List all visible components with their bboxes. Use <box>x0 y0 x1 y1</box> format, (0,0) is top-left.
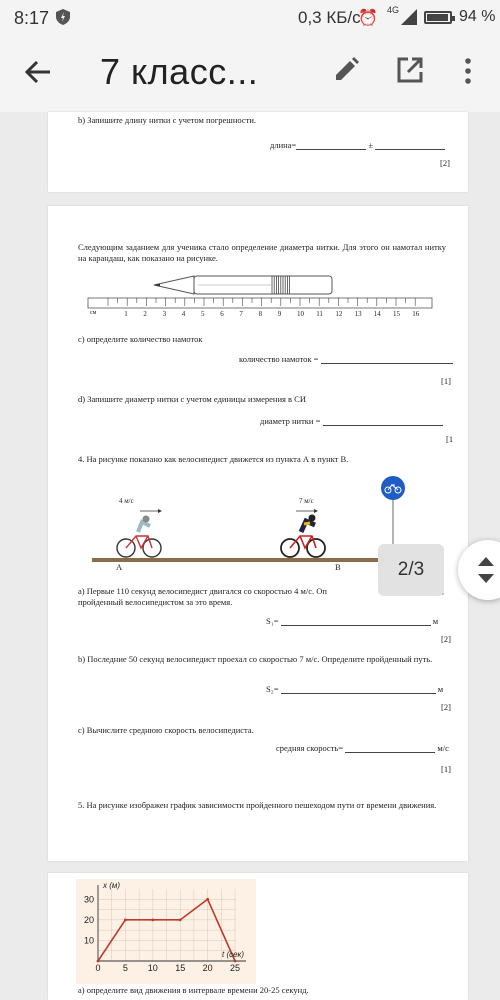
pencil-icon[interactable] <box>332 56 360 84</box>
length-answer-row <box>270 140 445 150</box>
shield-icon <box>56 9 70 25</box>
clock: 8:17 <box>14 8 50 28</box>
battery-percent: 94 % <box>459 8 496 25</box>
network-speed: 0,3 КБ/с <box>298 8 361 27</box>
ruler-tick-label: 3 <box>162 310 167 318</box>
question-b-length: b) Запишите длину нитки с учетом погрешности. <box>78 115 256 125</box>
question-5a: а) определите вид движения в интервале времени 20-25 секунд. <box>78 985 309 995</box>
y-tick-label: 20 <box>83 914 94 925</box>
document-page-2 <box>48 206 468 861</box>
speed-arrow-1 <box>140 509 162 513</box>
s2-blank[interactable] <box>281 693 436 694</box>
length-blank[interactable] <box>296 149 366 150</box>
point-b-label: B <box>335 562 341 572</box>
signal-type: 4G <box>387 5 400 15</box>
s2-label: S₂= <box>266 684 279 694</box>
ruler-tick-label: 7 <box>239 310 243 318</box>
task-intro: Следующим заданием для ученика стало определение диаметра нитки. Для этого он намотал нитку на карандаш, как показано на рисунке. <box>78 242 446 263</box>
data-point <box>124 918 127 921</box>
plus-minus: ± <box>368 140 374 150</box>
status-bar <box>0 0 500 34</box>
data-point <box>179 918 182 921</box>
mark: [2] <box>440 158 450 168</box>
mark: [2] <box>441 702 451 712</box>
document-page-1 <box>48 112 468 192</box>
ruler <box>88 298 432 308</box>
back-arrow-icon[interactable] <box>22 56 54 88</box>
ruler-tick-label: 10 <box>297 310 304 318</box>
turns-label: количество намоток = <box>239 354 319 364</box>
open-external-icon[interactable] <box>396 56 424 84</box>
x-tick-label: 20 <box>202 963 213 973</box>
ruler-tick-label: 13 <box>354 310 362 318</box>
y-tick-label: 10 <box>83 935 94 946</box>
ruler-unit: см <box>90 310 97 316</box>
unit-m: м <box>432 616 439 626</box>
speed-arrow-2 <box>296 509 318 513</box>
x-axis-label: t (сек) <box>222 950 244 959</box>
ruler-tick-label: 9 <box>277 310 282 318</box>
more-vert-icon[interactable] <box>458 56 478 86</box>
data-point <box>206 898 209 901</box>
question-4b: b) Последние 50 секунд велосипедист проехал со скоростью 7 м/с. Определите пройденный путь. <box>78 654 433 664</box>
signal-icon <box>401 9 417 25</box>
mark: [2] <box>441 634 451 644</box>
ruler-tick-label: 12 <box>335 310 343 318</box>
mark: [1] <box>441 376 451 386</box>
s1-blank[interactable] <box>281 625 431 626</box>
scroll-arrows-icon <box>474 552 498 588</box>
diameter-label: диаметр нитки = <box>260 416 321 426</box>
ruler-tick-label: 8 <box>258 310 263 318</box>
avg-speed-answer-row <box>276 743 449 753</box>
unit-m: м <box>437 684 444 694</box>
x-tick-label: 15 <box>175 963 186 973</box>
turns-answer-row <box>239 354 453 364</box>
question-4c: с) Вычислите среднюю скорость велосипедиста. <box>78 725 254 735</box>
data-point <box>234 960 237 963</box>
s1-answer-row <box>266 616 438 626</box>
chart-background <box>76 879 256 984</box>
s1-label: S₁= <box>266 616 279 626</box>
ruler-tick-label: 6 <box>220 310 224 318</box>
ruler-tick-label: 16 <box>412 310 420 318</box>
x-tick-label: 5 <box>122 963 128 973</box>
question-4: 4. На рисунке показано как велосипедист движется из пункта А в пункт В. <box>78 454 349 464</box>
battery-icon <box>424 11 452 24</box>
unit-ms: м/с <box>437 743 449 753</box>
x-tick-label: 25 <box>230 963 241 973</box>
avg-speed-label: средняя скорость= <box>276 743 344 753</box>
error-blank[interactable] <box>375 149 445 150</box>
ruler-tick-label: 14 <box>373 310 381 318</box>
ruler-tick-label: 11 <box>316 310 323 318</box>
x-tick-label: 10 <box>147 963 158 973</box>
document-title: 7 класс... <box>100 51 259 92</box>
avg-speed-blank[interactable] <box>345 752 435 753</box>
ruler-tick-label: 4 <box>181 310 186 318</box>
s2-answer-row <box>266 684 443 694</box>
y-tick-label: 30 <box>83 894 94 905</box>
ruler-tick-label: 2 <box>143 310 147 318</box>
turns-blank[interactable] <box>321 363 453 364</box>
document-page-3 <box>48 873 468 1000</box>
cyclist-1 <box>117 516 161 558</box>
pencil-icon <box>154 276 332 294</box>
app-bar <box>0 34 500 112</box>
page-indicator: 2/3 <box>378 544 444 596</box>
distance-time-chart <box>76 879 256 984</box>
diameter-answer-row <box>260 416 443 426</box>
ruler-tick-label: 1 <box>124 310 128 318</box>
question-4a: а) Первые 110 секунд велосипедист двигался со скоростью 4 м/с. Оп <box>78 586 327 596</box>
alarm-icon: ⏰ <box>358 10 378 27</box>
x-tick-label: 0 <box>95 963 101 973</box>
data-point <box>97 960 100 963</box>
ruler-tick-label: 5 <box>201 310 205 318</box>
y-axis-label: x (м) <box>103 881 121 890</box>
question-5: 5. На рисунке изображен график зависимости пройденного пешеходом пути от времени движения. <box>78 800 437 810</box>
ruler-tick-label: 15 <box>393 310 400 318</box>
speed-label-1: 4 м/с <box>119 497 134 505</box>
data-point <box>151 918 154 921</box>
mark: [1 <box>446 434 454 444</box>
point-a-label: A <box>116 562 123 572</box>
diameter-blank[interactable] <box>323 425 443 426</box>
length-label: длина= <box>270 140 297 150</box>
speed-label-2: 7 м/с <box>299 497 314 505</box>
mark: [1] <box>441 764 451 774</box>
question-d: d) Запишите диаметр нитки с учетом единицы измерения в СИ <box>78 394 306 404</box>
cyclist-2 <box>281 515 325 558</box>
question-c: c) определите количество намоток <box>78 334 203 344</box>
question-4a-line2: пройденный велосипедистом за это время. <box>78 597 233 607</box>
